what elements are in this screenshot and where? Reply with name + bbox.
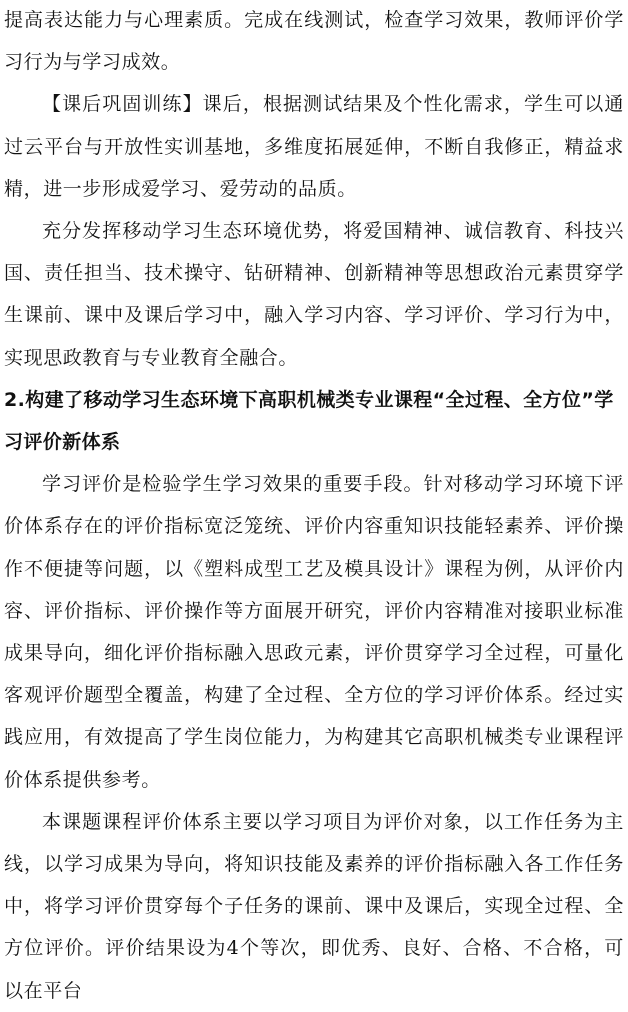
paragraph-after-class-training: 【课后巩固训练】课后，根据测试结果及个性化需求，学生可以通过云平台与开放性实训基地，多维度拓展延伸，不断自我修正，精益求精，进一步形成爱学习、爱劳动的品质。 <box>4 93 624 200</box>
paragraph-evaluation-structure: 本课题课程评价体系主要以学习项目为评价对象，以工作任务为主线，以学习成果为导向，将知识技能及素养的评价指标融入各工作任务中，将学习评价贯穿每个子任务的课前、课中及课后，实现全过程、全方位评价。评价结果设为4个等次，即优秀、良好、合格、不合格，可以在平台 <box>4 810 624 1002</box>
paragraph-ideological-elements: 充分发挥移动学习生态环境优势，将爱国精神、诚信教育、科技兴国、责任担当、技术操守、钻研精神、创新精神等思想政治元素贯穿学生课前、课中及课后学习中，融入学习内容、学习评价、学习行为中，实现思政教育与专业教育全融合。 <box>4 220 624 369</box>
paragraph-evaluation-system: 学习评价是检验学生学习效果的重要手段。针对移动学习环境下评价体系存在的评价指标宽泛笼统、评价内容重知识技能轻素养、评价操作不便捷等问题，以《塑料成型工艺及模具设计》课程为例，从评价内容、评价指标、评价操作等方面展开研究，评价内容精准对接职业标准成果导向，细化评价指标融入思政元素，评价贯穿学习全过程，可量化客观评价题型全覆盖，构建了全过程、全方位的学习评价体系。经过实践应用，有效提高了学生岗位能力，为构建其它高职机械类专业课程评价体系提供参考。 <box>4 473 624 791</box>
section-heading: 2.构建了移动学习生态环境下高职机械类专业课程“全过程、全方位”学习评价新体系 <box>4 388 614 454</box>
paragraph-continued: 提高表达能力与心理素质。完成在线测试，检查学习效果，教师评价学习行为与学习成效。 <box>4 9 624 74</box>
